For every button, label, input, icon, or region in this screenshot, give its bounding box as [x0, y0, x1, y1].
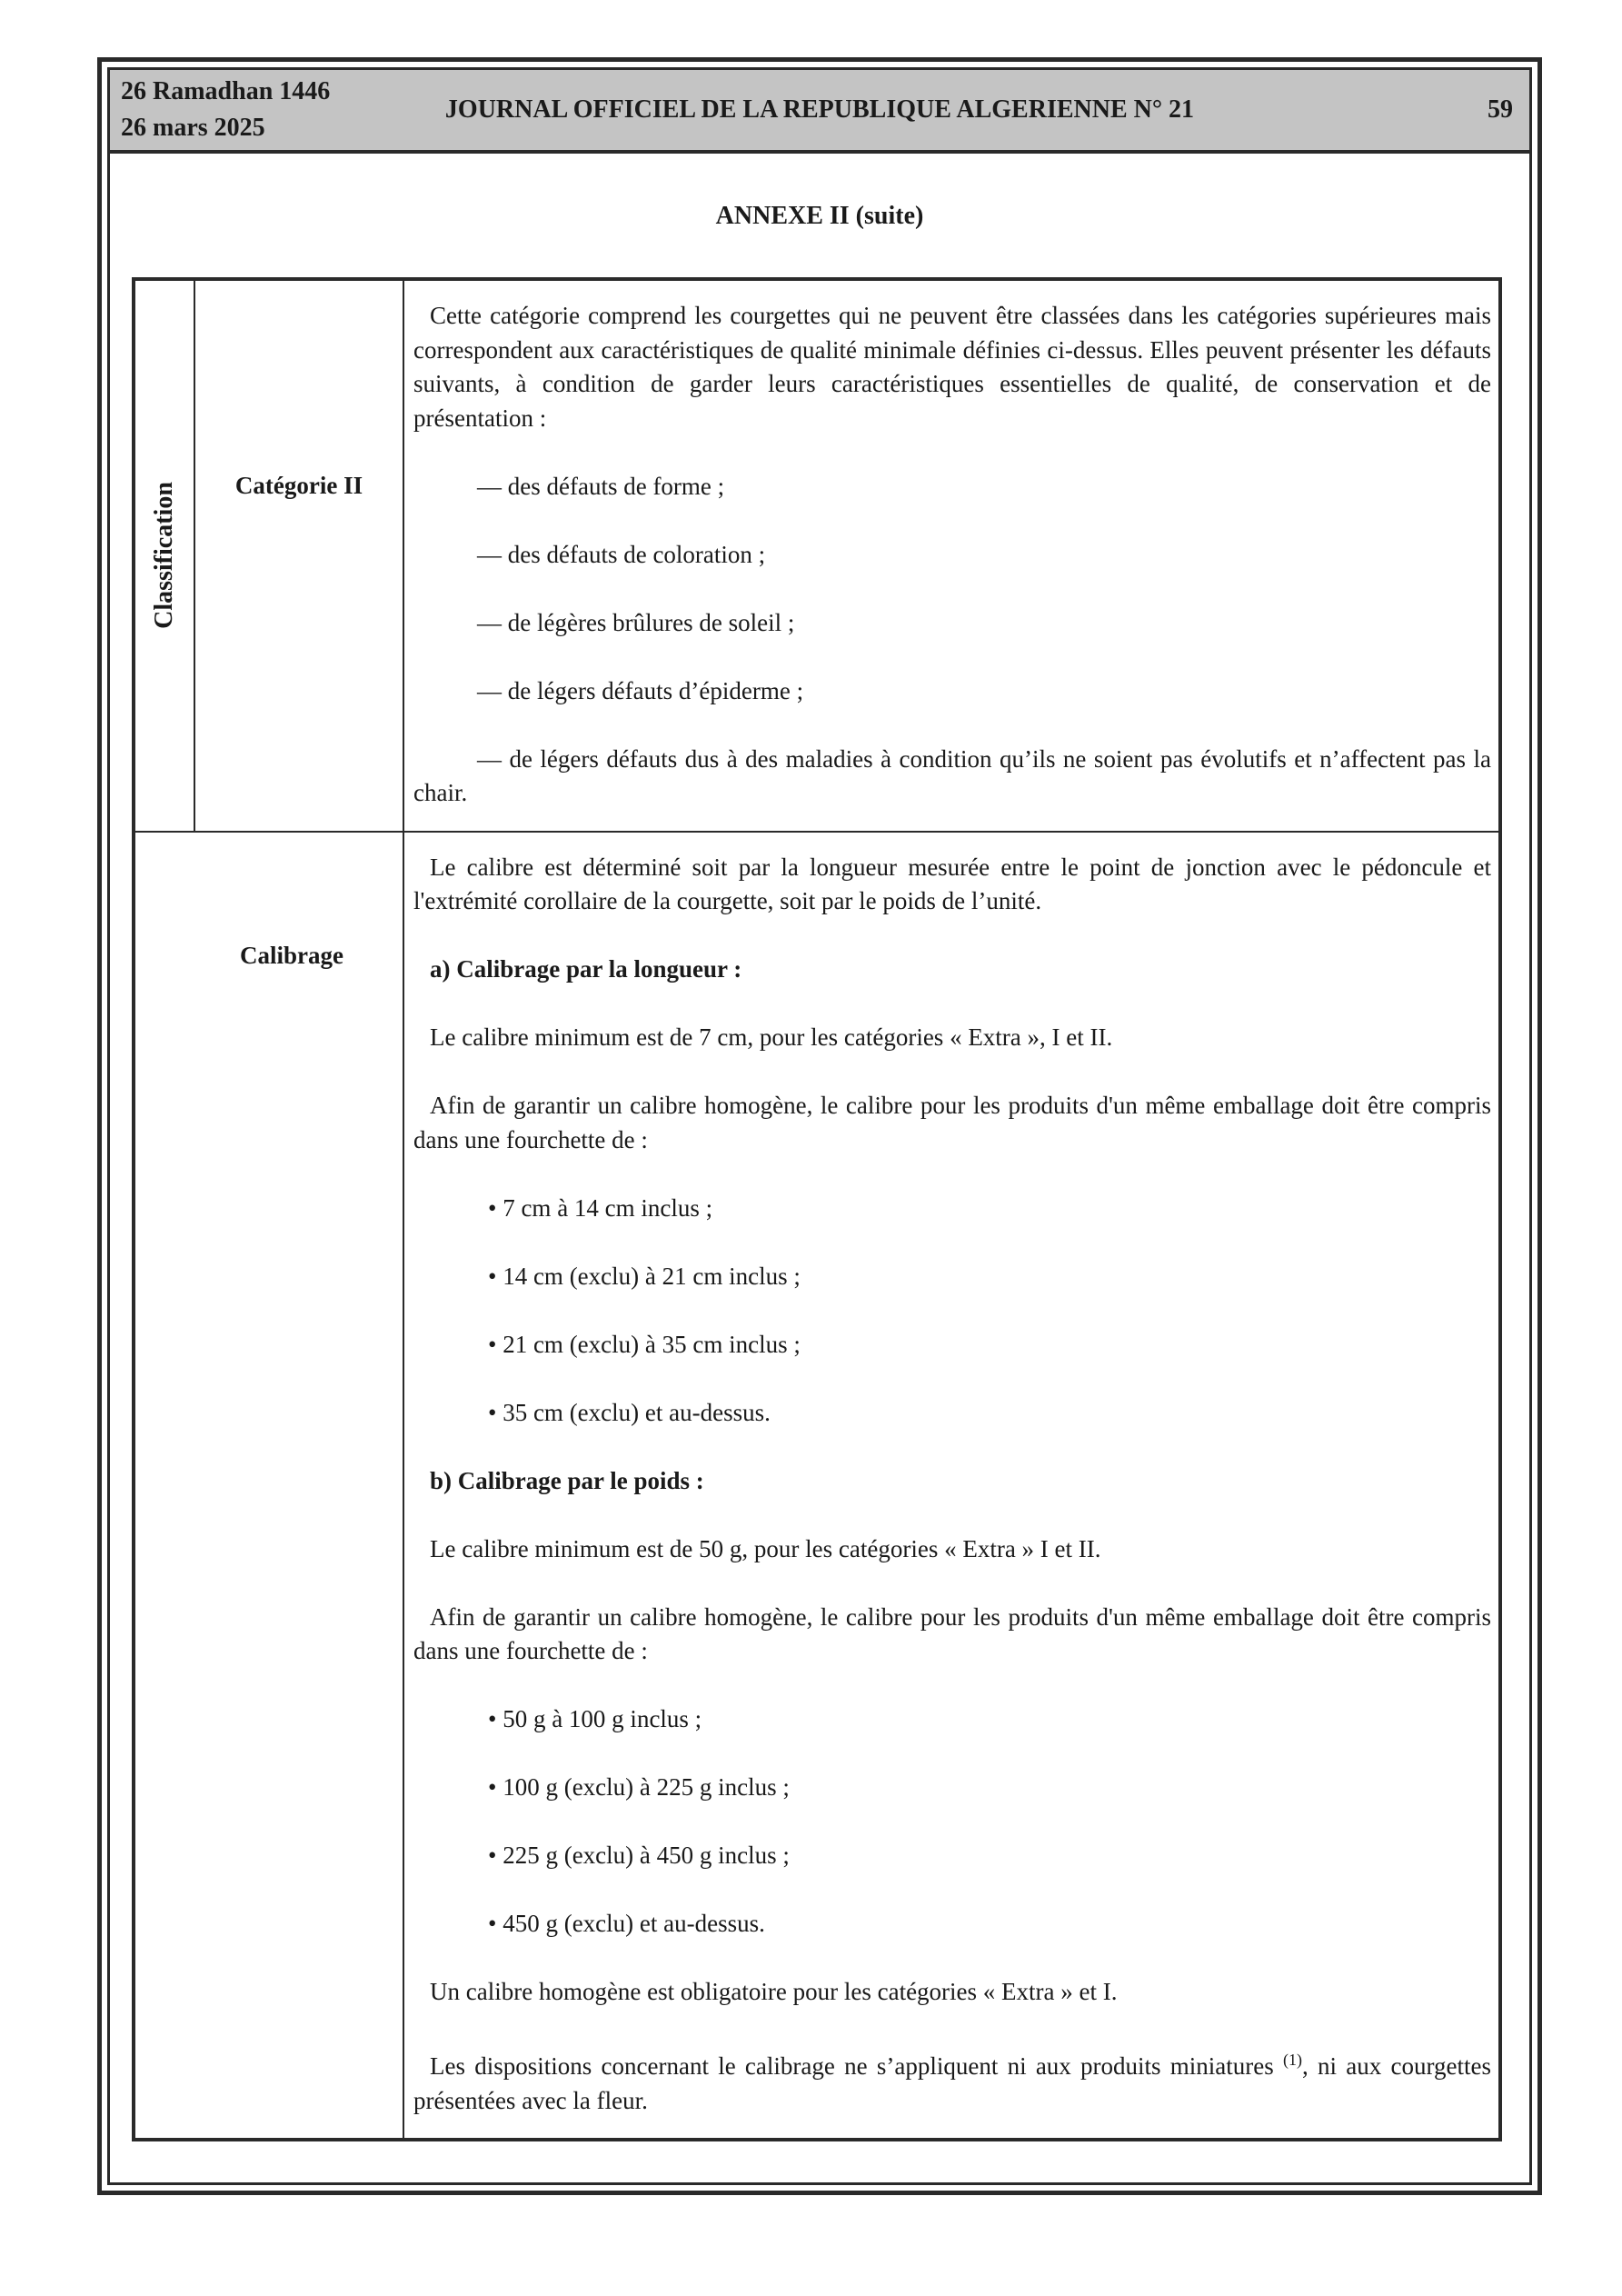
group-cell [134, 279, 194, 832]
page-frame [97, 57, 1542, 2195]
table-row-calibrage [134, 832, 1500, 2141]
hijri-date: 26 Ramadhan 1446 [121, 77, 331, 105]
subheading: b) Calibrage par le poids : [430, 1466, 704, 1494]
gregorian-date: 26 mars 2025 [121, 114, 265, 142]
list-item: — de légers défauts dus à des maladies à condition qu’ils ne soient pas évolutifs et n’affectent pas la chair. [413, 744, 1491, 806]
label-cell [194, 279, 403, 832]
content-cell [403, 832, 1500, 2141]
label-cell [134, 832, 403, 2141]
text: , ni aux courgettes présentées avec la fleur. [413, 2052, 1492, 2114]
row-label: Catégorie II [234, 472, 363, 499]
list-item: • 21 cm (exclu) à 35 cm inclus ; [488, 1330, 801, 1358]
group-label: Classification [150, 482, 178, 630]
text: Les dispositions concernant le calibrage ne s’appliquent ni aux produits miniatures [430, 2052, 1274, 2080]
subheading: a) Calibrage par la longueur : [430, 955, 742, 983]
annex-table [132, 277, 1502, 2141]
paragraph: Cette catégorie comprend les courgettes qui ne peuvent être classées dans les catégories supérieures mais correspondent aux caractéristiques de qualité minimale définies ci-dessus. Elles peuvent présenter les défauts suivants, à condition de garder leurs caractéristiques essentielles de qualité, de conservation et de présentation : [413, 302, 1491, 432]
row-label: Calibrage [240, 941, 343, 969]
paragraph: Le calibre minimum est de 7 cm, pour les catégories « Extra », I et II. [430, 1023, 1113, 1051]
list-item: — de légers défauts d’épiderme ; [477, 676, 804, 704]
list-item: • 14 cm (exclu) à 21 cm inclus ; [488, 1262, 801, 1290]
list-item: • 35 cm (exclu) et au-dessus. [488, 1398, 771, 1426]
paragraph: Afin de garantir un calibre homogène, le calibre pour les produits d'un même emballage doit être compris dans une fourchette de : [413, 1602, 1491, 1664]
list-item: — de légères brûlures de soleil ; [477, 608, 795, 636]
paragraph: Afin de garantir un calibre homogène, le calibre pour les produits d'un même emballage doit être compris dans une fourchette de : [413, 1092, 1491, 1153]
paragraph: Le calibre est déterminé soit par la longueur mesurée entre le point de jonction avec le pédoncule et l'extrémité corollaire de la courgette, soit par le poids de l’unité. [413, 853, 1491, 914]
list-item: — des défauts de forme ; [477, 472, 725, 500]
list-item: • 100 g (exclu) à 225 g inclus ; [488, 1773, 790, 1801]
content-cell [403, 279, 1500, 832]
journal-header [110, 70, 1529, 154]
paragraph [413, 2043, 1491, 2118]
page-number: 59 [1488, 95, 1513, 124]
paragraph: Le calibre minimum est de 50 g, pour les catégories « Extra » I et II. [430, 1534, 1101, 1562]
list-item: • 7 cm à 14 cm inclus ; [488, 1193, 713, 1222]
page-inner-frame [107, 67, 1532, 2185]
list-item: • 450 g (exclu) et au-dessus. [488, 1910, 765, 1937]
annex-title: ANNEXE II (suite) [715, 202, 924, 230]
journal-title: JOURNAL OFFICIEL DE LA REPUBLIQUE ALGERIENNE N° 21 [444, 95, 1195, 124]
list-item: • 225 g (exclu) à 450 g inclus ; [488, 1842, 790, 1869]
footnote-ref: (1) [1283, 2051, 1303, 2069]
paragraph: Un calibre homogène est obligatoire pour les catégories « Extra » et I. [430, 1978, 1118, 2005]
list-item: • 50 g à 100 g inclus ; [488, 1705, 702, 1732]
list-item: — des défauts de coloration ; [477, 540, 766, 568]
table-row-category-2 [134, 279, 1500, 832]
